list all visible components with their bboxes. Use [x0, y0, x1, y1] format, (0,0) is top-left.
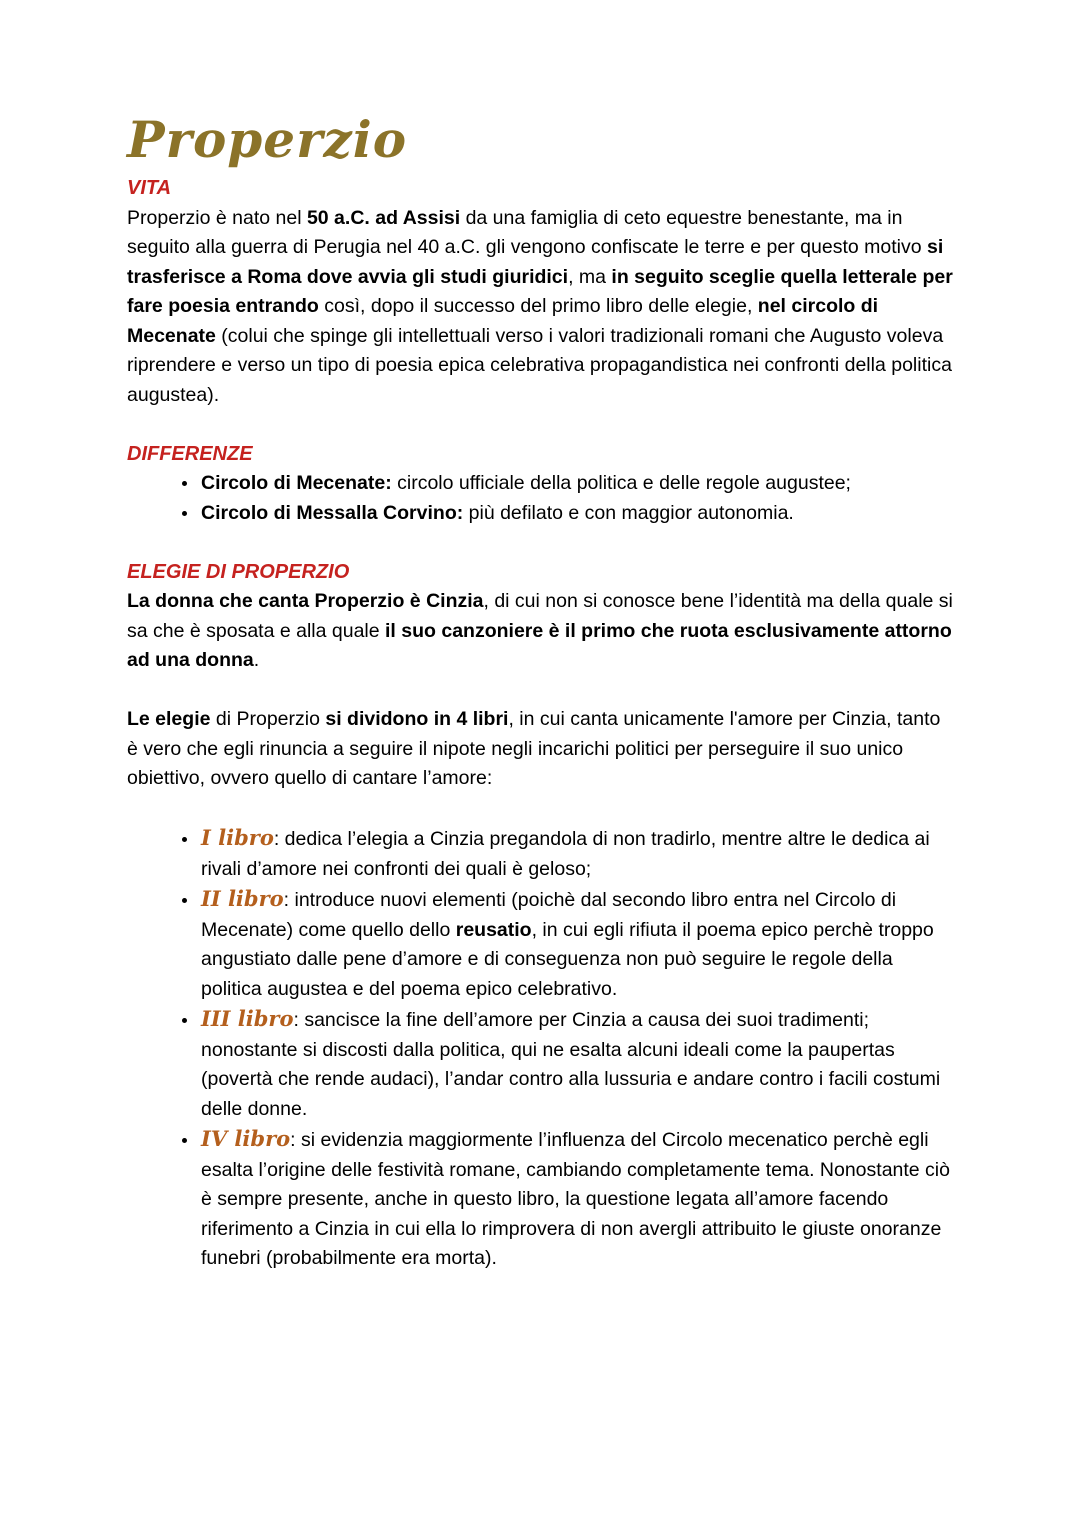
spacer: [127, 410, 954, 440]
list-item: [199, 1124, 954, 1274]
bullet-list: [127, 469, 954, 528]
libro-label: III libro: [201, 1006, 294, 1031]
text-run: di Properzio: [210, 708, 326, 730]
text-run: : introduce nuovi elementi (poichè dal secondo libro entra nel Circolo di Mecenate) come quello dello: [201, 889, 897, 941]
text-run: il suo canzoniere è il primo che ruota esclusivamente attorno ad una donna: [127, 619, 952, 671]
paragraph: [127, 587, 954, 676]
list-item: [199, 1004, 954, 1124]
list-item: [199, 499, 954, 529]
libro-label: I libro: [201, 825, 274, 850]
text-run: Properzio è nato nel: [127, 206, 307, 229]
text-run: reusatio: [455, 918, 532, 941]
document-content: [127, 174, 954, 1274]
text-run: , di cui non si conosce bene l’identità ma della quale si sa che è sposata e alla quale: [127, 590, 953, 642]
page-title: Properzio: [127, 110, 408, 169]
bullet-list: [127, 823, 954, 1274]
text-run: .: [253, 649, 260, 671]
libro-label: IV libro: [201, 1126, 291, 1151]
text-run: nel circolo di Mecenate: [127, 295, 879, 347]
list-item: [199, 469, 954, 499]
paragraph: [127, 705, 954, 794]
section-heading: VITA: [127, 177, 172, 199]
text-run: : sancisce la fine dell’amore per Cinzia a causa dei suoi tradimenti; nonostante si discosti dalla politica, qui ne esalta alcuni ideali come la paupertas (povertà che rende audaci), l’andar contro alla lussuria e andare contro i facili costumi delle donne.: [201, 1009, 941, 1120]
text-run: si trasferisce a Roma dove avvia gli studi giuridici: [127, 236, 944, 288]
text-run: : si evidenzia maggiormente l’influenza del Circolo mecenatico perchè egli esalta l’origine delle festività romane, cambiando completamente tema. Nonostante ciò è sempre presente, anche in questo libro, la questione legata all’amore facendo riferimento a Cinzia in cui ella lo rimprovera di non avergli attribuito le giuste onoranze funebri (probabilmente era morta).: [201, 1129, 950, 1269]
text-run: si dividono in 4 libri: [325, 708, 509, 730]
spacer: [127, 794, 954, 824]
libro-label: II libro: [201, 886, 284, 911]
list-item: [199, 884, 954, 1004]
paragraph: [127, 204, 954, 411]
text-run: (colui che spinge gli intellettuali verso i valori tradizionali romani che Augusto voleva riprendere e verso un tipo di poesia epica celebrativa propagandistica nei confronti della politica augustea).: [127, 324, 952, 406]
text-run: più defilato e con maggior autonomia.: [468, 501, 794, 524]
text-run: , ma: [568, 265, 612, 288]
section-heading: DIFFERENZE: [127, 442, 253, 465]
list-item: [199, 823, 954, 884]
text-run: in seguito sceglie quella letterale per fare poesia entrando: [127, 265, 953, 317]
text-run: Circolo di Mecenate:: [201, 472, 398, 494]
text-run: 50 a.C. ad Assisi: [306, 206, 461, 229]
text-run: : dedica l’elegia a Cinzia pregandola di non tradirlo, mentre altre le dedica ai rivali d’amore nei confronti dei quali è geloso;: [201, 828, 930, 880]
text-run: così, dopo il successo del primo libro delle elegie,: [318, 295, 758, 317]
text-run: circolo ufficiale della politica e delle regole augustee;: [397, 472, 851, 494]
spacer: [127, 676, 954, 706]
section-heading: ELEGIE DI PROPERZIO: [127, 560, 350, 583]
text-run: , in cui canta unicamente l'amore per Cinzia, tanto è vero che egli rinuncia a seguire il nipote negli incarichi politici per perseguire il suo unico obiettivo, ovvero quello di cantare l’amore:: [127, 708, 941, 789]
text-run: , in cui egli rifiuta il poema epico perchè troppo angustiato dalle pene d’amore e di conseguenza non può seguire le regole della politica augustea e del poema epico celebrativo.: [201, 918, 934, 1000]
text-run: Circolo di Messalla Corvino:: [201, 501, 469, 524]
text-run: La donna che canta Properzio è Cinzia: [127, 590, 484, 612]
spacer: [127, 528, 954, 558]
text-run: da una famiglia di ceto equestre benestante, ma in seguito alla guerra di Perugia nel 40 a.C. gli vengono confiscate le terre e per questo motivo: [127, 206, 927, 258]
text-run: Le elegie: [127, 708, 211, 730]
